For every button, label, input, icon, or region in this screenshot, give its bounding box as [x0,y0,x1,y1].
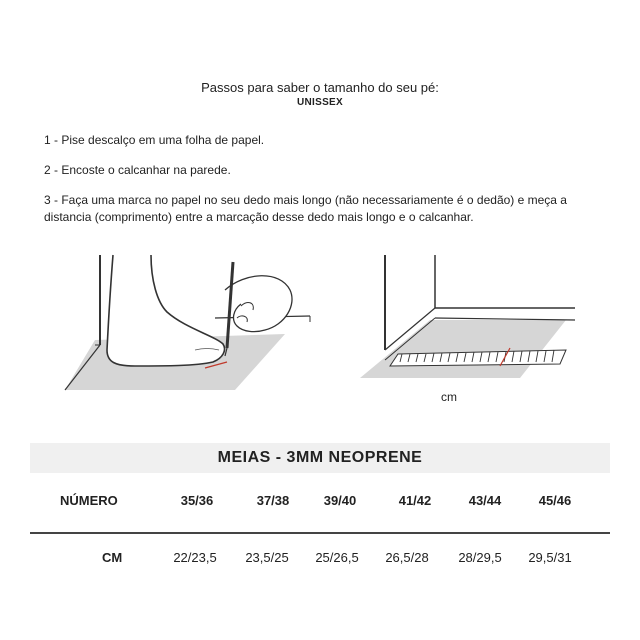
table-divider [30,532,610,534]
size-row-label: NÚMERO [60,493,118,508]
pencil-icon [227,262,233,348]
cm-row-label: CM [102,550,123,565]
cm-cell: 28/29,5 [458,550,502,565]
table-title: MEIAS - 3MM NEOPRENE [217,449,423,466]
size-cell: 43/44 [468,493,502,508]
cm-cell: 23,5/25 [245,550,289,565]
cm-cell: 29,5/31 [528,550,572,565]
paper-sheet-right [360,320,566,378]
size-cell: 39/40 [323,493,357,508]
cm-cell: 26,5/28 [385,550,429,565]
instructions-title: Passos para saber o tamanho do seu pé: [201,80,439,95]
step-1: 1 - Pise descalço em uma folha de papel. [44,133,265,147]
instructions-subtitle: UNISSEX [296,97,343,108]
size-cell: 41/42 [398,493,432,508]
size-cell: 35/36 [180,493,214,508]
foot-on-paper-illustration [55,250,315,395]
cm-cell: 22/23,5 [173,550,217,565]
ruler-illustration [340,250,580,385]
cm-cell: 25/26,5 [315,550,359,565]
hand-icon [225,276,292,332]
step-3: 3 - Faça uma marca no papel no seu dedo mais longo (não necessariamente é o dedão) e meça a distancia (comprimento) entre a marcação desse dedo mais longo e o calcanhar. [44,193,567,224]
step-2: 2 - Encoste o calcanhar na parede. [44,163,231,177]
foot-icon [107,255,225,366]
size-cell: 37/38 [256,493,290,508]
unit-label: cm [441,390,457,404]
size-cell: 45/46 [538,493,572,508]
